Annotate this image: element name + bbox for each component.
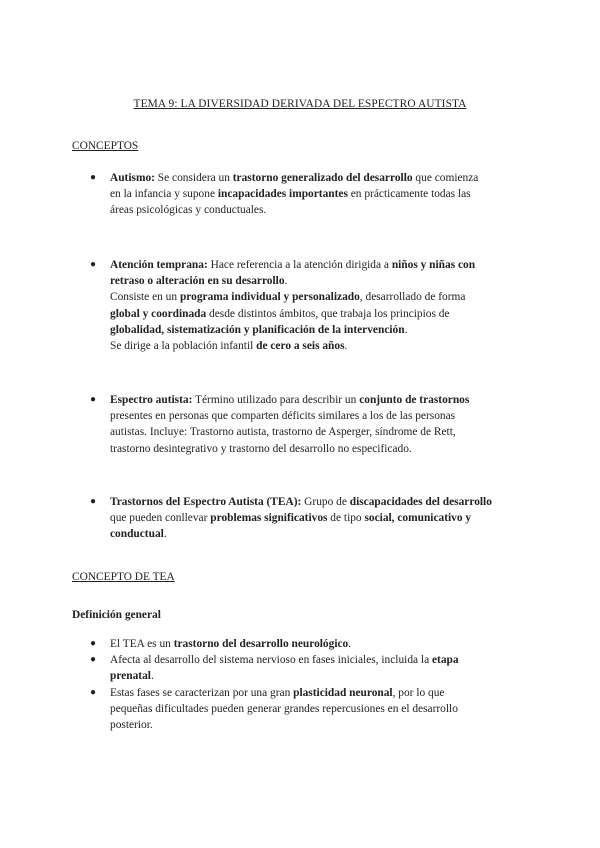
text: que comienza bbox=[412, 172, 479, 184]
bold-text: incapacidades importantes bbox=[217, 188, 348, 201]
text: posterior. bbox=[110, 719, 153, 732]
text: áreas psicológicas y conductuales. bbox=[110, 204, 267, 217]
list-item-autismo bbox=[73, 170, 533, 219]
text: Término utilizado para describir un bbox=[192, 394, 360, 406]
bullet-icon: ● bbox=[90, 172, 97, 183]
bold-text: social, comunicativo y bbox=[364, 512, 472, 525]
bold-text: global y coordinada bbox=[110, 307, 207, 320]
text: . bbox=[404, 323, 408, 336]
bullet-icon: ● bbox=[90, 259, 97, 270]
text: Consiste en un bbox=[110, 291, 180, 304]
section-heading-concepto-tea: CONCEPTO DE TEA bbox=[72, 571, 175, 583]
subheading-definicion-general: Definición general bbox=[72, 609, 161, 621]
concept-list-tea bbox=[73, 494, 533, 543]
text: . bbox=[163, 528, 167, 541]
text: . bbox=[348, 638, 352, 650]
bullet-icon: ● bbox=[90, 686, 97, 698]
bullet-icon: ● bbox=[90, 654, 97, 666]
bold-text: programa individual y personalizado bbox=[179, 291, 360, 304]
text: , por lo que bbox=[392, 686, 445, 699]
text: en la infancia y supone bbox=[110, 188, 218, 201]
bold-text: niños y niñas con bbox=[391, 259, 476, 271]
term-espectro-autista: Espectro autista: bbox=[110, 394, 193, 406]
list-item-definition-1 bbox=[73, 636, 533, 652]
list-item-tea bbox=[73, 494, 533, 543]
text: El TEA es un bbox=[110, 638, 174, 650]
text: Se considera un bbox=[154, 172, 233, 184]
text: en prácticamente todas las bbox=[347, 188, 471, 201]
text: . bbox=[344, 340, 348, 353]
term-atencion-temprana: Atención temprana: bbox=[110, 259, 208, 271]
bold-text: discapacidades del desarrollo bbox=[349, 496, 492, 508]
section-heading-conceptos: CONCEPTOS bbox=[72, 140, 139, 152]
bullet-icon: ● bbox=[90, 394, 97, 405]
definition-list bbox=[73, 636, 533, 733]
concept-list-atencion bbox=[73, 257, 533, 354]
list-item-atencion-temprana bbox=[73, 257, 533, 354]
text: . bbox=[150, 670, 154, 683]
text: desde distintos ámbitos, que trabaja los principios de bbox=[206, 307, 450, 320]
page-title: TEMA 9: LA DIVERSIDAD DERIVADA DEL ESPECTRO AUTISTA bbox=[133, 98, 467, 110]
bullet-icon: ● bbox=[90, 496, 97, 507]
bold-text: de cero a seis años bbox=[256, 340, 345, 353]
bold-text: etapa bbox=[432, 654, 459, 667]
text: Se dirige a la población infantil bbox=[110, 340, 257, 353]
bold-text: globalidad, sistematización y planificación de la intervención bbox=[110, 323, 405, 336]
bold-text: problemas significativos bbox=[210, 512, 328, 525]
text: que pueden conllevar bbox=[110, 512, 211, 525]
term-autismo: Autismo: bbox=[110, 172, 155, 184]
concept-list-espectro bbox=[73, 392, 533, 457]
bold-text: conjunto de trastornos bbox=[359, 394, 470, 406]
text: , desarrollado de forma bbox=[359, 291, 466, 304]
text: presentes en personas que comparten déficits similares a los de las personas bbox=[110, 410, 456, 423]
text: Grupo de bbox=[301, 496, 350, 508]
bold-text: trastorno del desarrollo neurológico bbox=[173, 638, 349, 650]
bold-text: retraso o alteración en su desarrollo bbox=[110, 275, 285, 288]
text: . bbox=[284, 275, 288, 288]
text: Afecta al desarrollo del sistema nervioso en fases iniciales, incluida la bbox=[110, 654, 432, 667]
text: pequeñas dificultades pueden generar grandes repercusiones en el desarrollo bbox=[110, 702, 458, 715]
concept-list-autismo bbox=[73, 170, 533, 219]
term-tea: Trastornos del Espectro Autista (TEA): bbox=[110, 496, 302, 508]
text: Hace referencia a la atención dirigida a bbox=[207, 259, 392, 271]
list-item-definition-2 bbox=[73, 652, 533, 684]
bold-text: prenatal bbox=[110, 670, 151, 683]
bold-text: trastorno generalizado del desarrollo bbox=[232, 172, 413, 184]
bold-text: plasticidad neuronal bbox=[293, 686, 393, 699]
list-item-definition-3 bbox=[73, 685, 533, 734]
bold-text: conductual bbox=[110, 528, 164, 541]
text: autistas. Incluye: Trastorno autista, trastorno de Asperger, síndrome de Rett, bbox=[110, 426, 456, 439]
text: trastorno desintegrativo y trastorno del desarrollo no especificado. bbox=[110, 442, 412, 455]
list-item-espectro-autista bbox=[73, 392, 533, 457]
text: Estas fases se caracterizan por una gran bbox=[110, 686, 294, 699]
bullet-icon: ● bbox=[90, 638, 97, 649]
text: de tipo bbox=[327, 512, 365, 525]
